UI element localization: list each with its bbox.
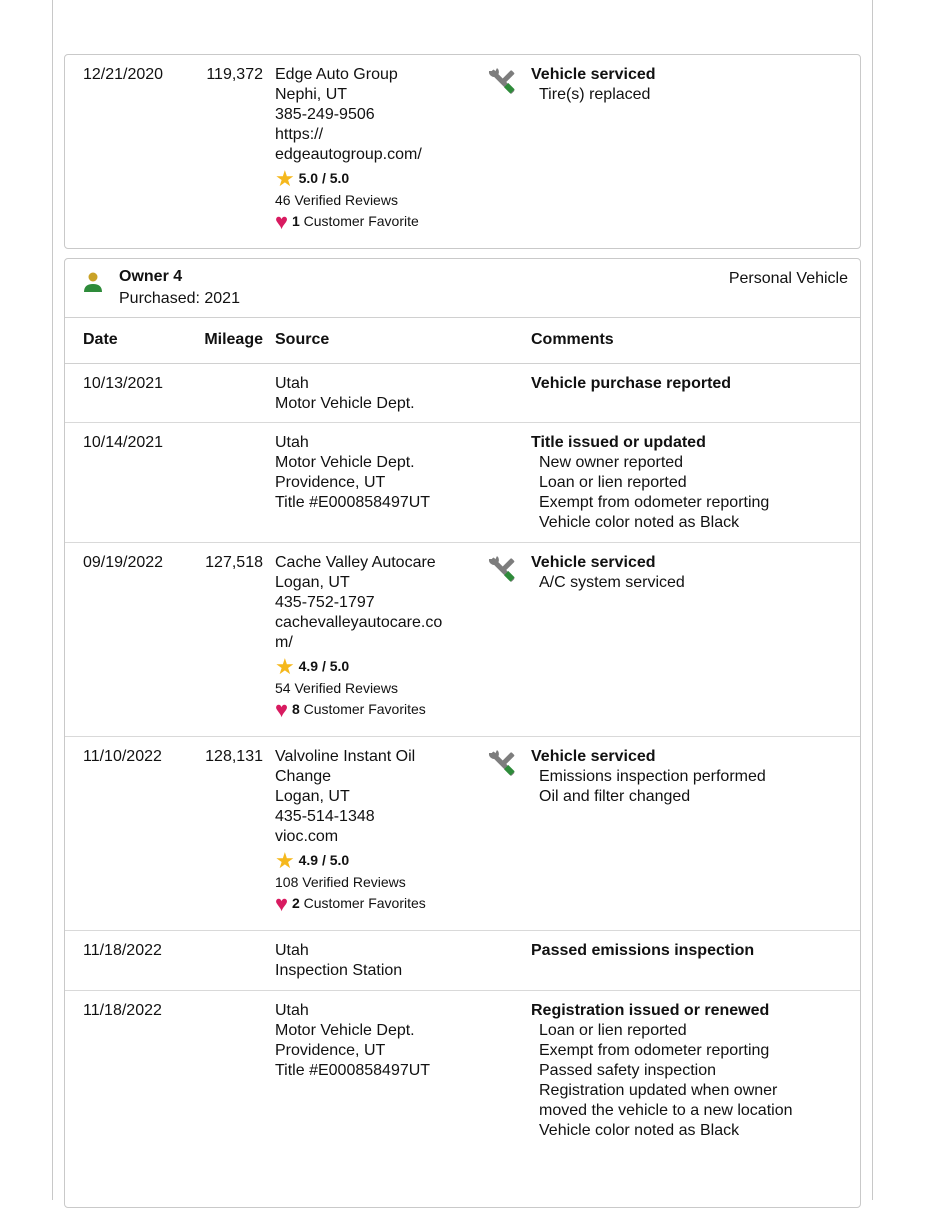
row-date: 11/18/2022 (83, 942, 162, 959)
row-source (275, 1001, 467, 1081)
heart-icon: ♥ (275, 209, 289, 234)
source-line: Inspection Station (275, 962, 403, 979)
source-line: Motor Vehicle Dept. (275, 1022, 415, 1039)
comment-title: Passed emissions inspection (531, 942, 755, 959)
source-line: Utah (275, 375, 309, 392)
rating: ★ 5.0 / 5.0 (275, 166, 350, 191)
source-name-cont: Change (275, 768, 332, 785)
row-source (275, 941, 467, 981)
comment-title: Title issued or updated (531, 434, 706, 451)
comment-item: Loan or lien reported (539, 474, 687, 491)
col-comments: Comments (531, 331, 614, 348)
source-phone: 385-249-9506 (275, 106, 375, 123)
row-date: 11/18/2022 (83, 1002, 162, 1019)
table-row (65, 364, 860, 423)
table-row (65, 543, 860, 737)
col-source: Source (275, 331, 330, 348)
source-name: Cache Valley Autocare (275, 554, 436, 571)
comment-title: Registration issued or renewed (531, 1002, 770, 1019)
comment-item: A/C system serviced (539, 574, 685, 591)
row-mileage: 127,518 (205, 554, 263, 571)
row-comments (531, 747, 851, 807)
customer-favorites: ♥ 2 Customer Favorites (275, 891, 426, 916)
source-name: Valvoline Instant Oil (275, 748, 416, 765)
table-row (65, 931, 860, 991)
col-mileage: Mileage (204, 331, 263, 348)
person-icon (83, 271, 103, 298)
source-url[interactable]: https:// (275, 126, 324, 143)
comment-item: Emissions inspection performed (539, 768, 766, 785)
source-phone: 435-752-1797 (275, 594, 375, 611)
source-location: Logan, UT (275, 788, 350, 805)
row-comments (531, 1001, 851, 1141)
comment-item: Passed safety inspection (539, 1062, 716, 1079)
source-line: Utah (275, 434, 309, 451)
row-comments (531, 65, 851, 105)
row-source (275, 433, 467, 513)
row-date: 10/14/2021 (83, 434, 164, 451)
customer-favorites: ♥ 1 Customer Favorite (275, 209, 419, 234)
owner-card (64, 258, 861, 1208)
col-date: Date (83, 331, 118, 348)
comment-title: Vehicle serviced (531, 748, 656, 765)
row-date: 10/13/2021 (83, 375, 164, 392)
customer-favorites: ♥ 8 Customer Favorites (275, 697, 426, 722)
verified-reviews[interactable]: 108 Verified Reviews (275, 874, 406, 890)
source-line: Utah (275, 1002, 309, 1019)
owner-purchased: Purchased: 2021 (119, 290, 240, 307)
comment-title: Vehicle serviced (531, 554, 656, 571)
row-source (275, 553, 467, 721)
source-name: Edge Auto Group (275, 66, 398, 83)
row-mileage: 119,372 (206, 66, 263, 83)
source-url-cont[interactable]: m/ (275, 634, 293, 651)
row-mileage: 128,131 (205, 748, 263, 765)
source-phone: 435-514-1348 (275, 808, 375, 825)
source-url[interactable]: cachevalleyautocare.co (275, 614, 443, 631)
comment-item: Loan or lien reported (539, 1022, 687, 1039)
comment-item: Tire(s) replaced (539, 86, 651, 103)
source-location: Nephi, UT (275, 86, 348, 103)
source-line: Providence, UT (275, 474, 386, 491)
table-header (65, 318, 860, 364)
service-wrench-icon (485, 65, 519, 99)
star-icon: ★ (275, 166, 295, 191)
owner-title: Owner 4 (119, 268, 183, 285)
source-line: Motor Vehicle Dept. (275, 395, 415, 412)
row-source (275, 747, 467, 915)
comment-item: Vehicle color noted as Black (539, 514, 740, 531)
comment-title: Vehicle serviced (531, 66, 656, 83)
source-url-cont[interactable]: edgeautogroup.com/ (275, 146, 422, 163)
left-border (52, 0, 53, 1200)
row-comments (531, 553, 851, 593)
comment-item: New owner reported (539, 454, 684, 471)
comment-item: Exempt from odometer reporting (539, 494, 770, 511)
table-row (65, 423, 860, 543)
previous-owner-card (64, 54, 861, 249)
source-line: Title #E000858497UT (275, 1062, 431, 1079)
verified-reviews[interactable]: 54 Verified Reviews (275, 680, 398, 696)
source-line: Providence, UT (275, 1042, 386, 1059)
star-icon: ★ (275, 654, 295, 679)
heart-icon: ♥ (275, 697, 289, 722)
rating: ★ 4.9 / 5.0 (275, 654, 350, 679)
source-line: Title #E000858497UT (275, 494, 431, 511)
row-comments (531, 433, 851, 533)
owner-vehicle-type: Personal Vehicle (728, 270, 848, 287)
verified-reviews[interactable]: 46 Verified Reviews (275, 192, 398, 208)
rating: ★ 4.9 / 5.0 (275, 848, 350, 873)
row-source (275, 374, 467, 414)
star-icon: ★ (275, 848, 295, 873)
comment-item: moved the vehicle to a new location (539, 1102, 793, 1119)
heart-icon: ♥ (275, 891, 289, 916)
comment-item: Registration updated when owner (539, 1082, 778, 1099)
source-url[interactable]: vioc.com (275, 828, 339, 845)
history-row (65, 55, 860, 248)
row-date: 11/10/2022 (83, 748, 162, 765)
comment-item: Vehicle color noted as Black (539, 1122, 740, 1139)
table-row (65, 991, 860, 1161)
source-line: Utah (275, 942, 309, 959)
source-line: Motor Vehicle Dept. (275, 454, 415, 471)
comment-item: Oil and filter changed (539, 788, 691, 805)
table-row (65, 737, 860, 931)
comment-title: Vehicle purchase reported (531, 375, 732, 392)
service-wrench-icon (485, 553, 519, 587)
service-wrench-icon (485, 747, 519, 781)
right-border (872, 0, 873, 1200)
source-location: Logan, UT (275, 574, 350, 591)
row-comments (531, 941, 851, 961)
owner-header (65, 259, 860, 318)
row-date: 12/21/2020 (83, 66, 164, 83)
row-source (275, 65, 467, 233)
row-date: 09/19/2022 (83, 554, 164, 571)
row-comments (531, 374, 851, 394)
comment-item: Exempt from odometer reporting (539, 1042, 770, 1059)
